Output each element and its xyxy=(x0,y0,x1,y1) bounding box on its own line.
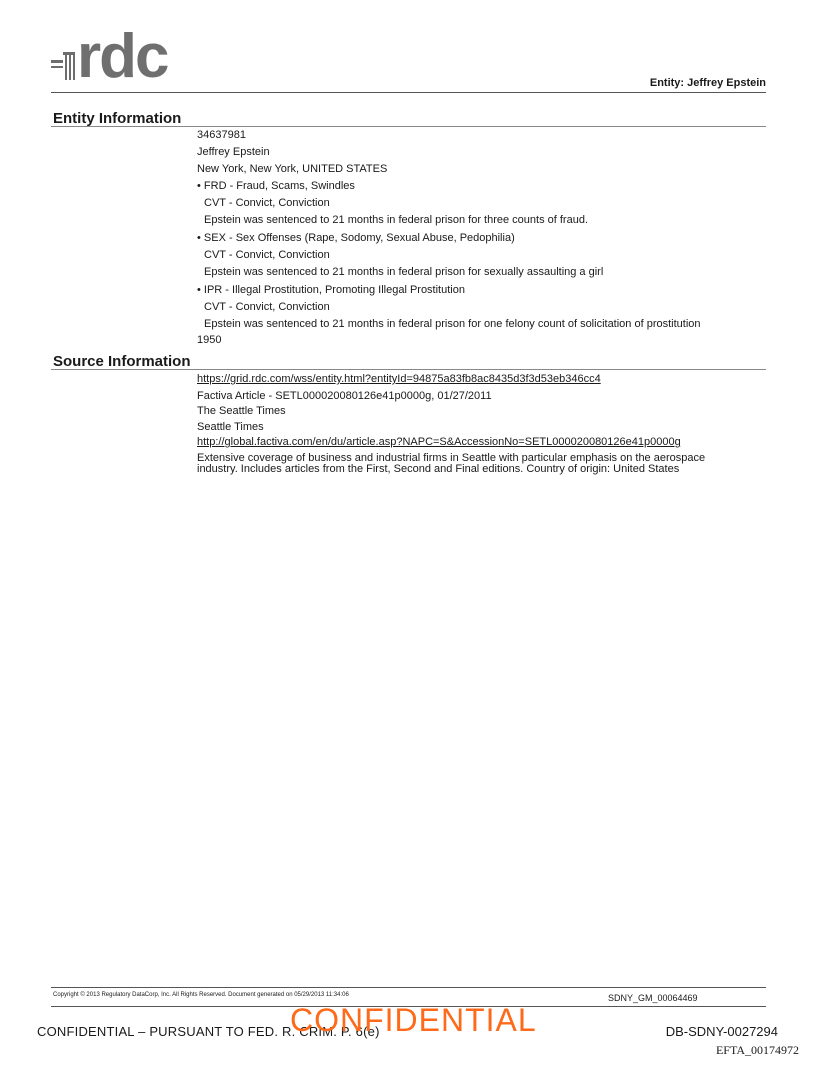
entity-header-label: Entity: Jeffrey Epstein xyxy=(649,77,766,89)
source-name-value: Factiva Article - SETL000020080126e41p0000g, 01/27/2011 xyxy=(197,390,492,402)
event-subtype: CVT - Convict, Conviction xyxy=(204,249,330,261)
rdc-url-link[interactable]: https://grid.rdc.com/wss/entity.html?entityId=94875a83fb8ac8435d3f3d53eb346cc4 xyxy=(197,373,601,385)
entity-information-divider xyxy=(51,126,766,127)
rdc-logo xyxy=(51,22,191,91)
source-information-divider xyxy=(51,369,766,370)
logo-text: rdc xyxy=(77,22,168,91)
entity-name-value: Jeffrey Epstein xyxy=(197,146,270,158)
event-category: • IPR - Illegal Prostitution, Promoting Illegal Prostitution xyxy=(197,284,465,296)
db-bates-number: DB-SDNY-0027294 xyxy=(665,1024,778,1039)
source-information-title: Source Information xyxy=(53,353,191,370)
event-category: • SEX - Sex Offenses (Rape, Sodomy, Sexual Abuse, Pedophilia) xyxy=(197,232,515,244)
source-url-link[interactable]: http://global.factiva.com/en/du/article.asp?NAPC=S&AccessionNo=SETL000020080126e41p0000g xyxy=(197,436,681,448)
event-description: Epstein was sentenced to 21 months in federal prison for sexually assaulting a girl xyxy=(204,266,604,278)
event-description: Epstein was sentenced to 21 months in federal prison for one felony count of solicitation of prostitution xyxy=(204,318,701,330)
bates-number: SDNY_GM_00064469 xyxy=(608,993,698,1003)
address-value: New York, New York, UNITED STATES xyxy=(197,163,388,175)
event-category: • FRD - Fraud, Scams, Swindles xyxy=(197,180,355,192)
confidential-notice: CONFIDENTIAL – PURSUANT TO FED. R. CRIM. P. 6(e) xyxy=(37,1024,380,1039)
event-subtype: CVT - Convict, Conviction xyxy=(204,301,330,313)
logo-mark-icon xyxy=(51,52,77,82)
entity-id-value: 34637981 xyxy=(197,129,246,141)
confidential-stamp: CONFIDENTIAL xyxy=(290,1002,537,1038)
event-subtype: CVT - Convict, Conviction xyxy=(204,197,330,209)
copyright-notice: Copyright © 2013 Regulatory DataCorp, Inc. All Rights Reserved. Document generated on 05/29/2013 11:34:06 xyxy=(53,992,349,998)
header-divider xyxy=(51,92,766,93)
dob-value: 1950 xyxy=(197,334,222,346)
publisher-value: Seattle Times xyxy=(197,421,264,433)
publication-value: The Seattle Times xyxy=(197,405,286,417)
footer-divider-top xyxy=(51,987,766,988)
event-description: Epstein was sentenced to 21 months in federal prison for three counts of fraud. xyxy=(204,214,589,226)
source-description-value: Extensive coverage of business and industrial firms in Seattle with particular emphasis on the aerospace industry. Includes articles from the First, Second and Final editions. Country of origin: United States xyxy=(197,452,706,475)
efta-number: EFTA_00174972 xyxy=(715,1043,799,1057)
entity-information-title: Entity Information xyxy=(53,110,182,127)
